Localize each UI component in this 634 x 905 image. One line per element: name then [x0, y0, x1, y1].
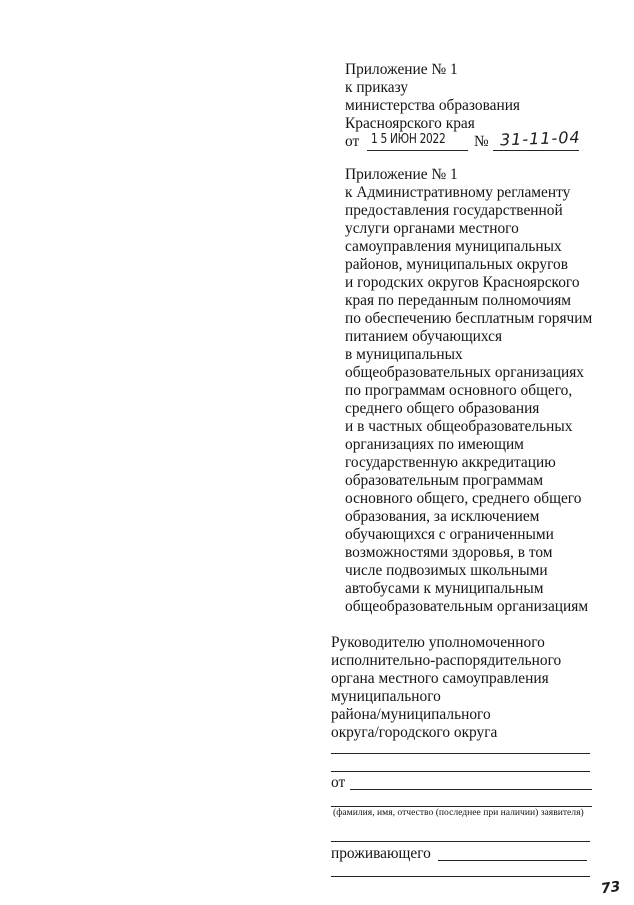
regulation-annex-line: государственную аккредитацию — [345, 454, 556, 471]
order-annex-title: Приложение № 1 — [345, 61, 458, 78]
order-number-underline — [493, 150, 579, 151]
addressee-line: органа местного самоуправления — [331, 670, 549, 687]
regulation-annex-line: общеобразовательным организациям — [345, 598, 589, 615]
addressee-blank-line — [331, 753, 590, 754]
addressee-blank-line — [331, 771, 590, 772]
regulation-annex-line: и городских округов Красноярского — [345, 274, 580, 291]
page-number-mark: 73 — [599, 878, 622, 898]
applicant-name-caption: (фамилия, имя, отчество (последнее при наличии) заявителя) — [333, 807, 584, 818]
regulation-annex-line: и в частных общеобразовательных — [345, 418, 573, 435]
applicant-name-field — [350, 789, 592, 790]
applicant-blank-line — [331, 841, 590, 842]
regulation-annex-line: услуги органами местного — [345, 220, 519, 237]
regulation-annex-line: основного общего, среднего общего — [345, 490, 582, 507]
applicant-address-field — [438, 860, 587, 861]
order-number-handwritten: 31-11-04 — [499, 127, 581, 150]
addressee-line: округа/городского округа — [331, 724, 498, 741]
addressee-block — [331, 634, 601, 742]
order-annex-line: к приказу — [345, 79, 409, 96]
order-number-prefix: № — [474, 133, 489, 150]
regulation-annex-block — [345, 166, 615, 616]
regulation-annex-line: самоуправления муниципальных — [345, 238, 562, 255]
order-date-stamp: 1 5 ИЮН 2022 — [371, 132, 446, 147]
order-annex-block — [345, 61, 520, 133]
regulation-annex-line: среднего общего образования — [345, 400, 540, 417]
regulation-annex-line: числе подвозимых школьными — [345, 562, 548, 579]
regulation-annex-line: по программам основного общего, — [345, 382, 573, 399]
applicant-address-field-2 — [331, 876, 590, 877]
regulation-annex-line: к Административному регламенту — [345, 184, 571, 201]
regulation-annex-line: общеобразовательных организациях — [345, 364, 584, 381]
addressee-line: Руководителю уполномоченного — [331, 634, 545, 651]
applicant-residing-label: проживающего — [331, 845, 431, 862]
addressee-line: района/муниципального — [331, 706, 491, 723]
order-date-underline — [367, 150, 468, 151]
regulation-annex-line: образовательным программам — [345, 472, 544, 489]
regulation-annex-line: края по переданным полномочиям — [345, 292, 572, 309]
addressee-line: исполнительно-распорядительного — [331, 652, 562, 669]
regulation-annex-title: Приложение № 1 — [345, 166, 458, 183]
order-annex-line: Красноярского края — [345, 115, 475, 132]
regulation-annex-line: обучающихся с ограниченными — [345, 526, 554, 543]
regulation-annex-line: образования, за исключением — [345, 508, 540, 525]
regulation-annex-line: предоставления государственной — [345, 202, 563, 219]
regulation-annex-line: автобусами к муниципальным — [345, 580, 544, 597]
order-date-prefix: от — [345, 133, 360, 150]
regulation-annex-line: районов, муниципальных округов — [345, 256, 569, 273]
regulation-annex-line: организациях по имеющим — [345, 436, 524, 453]
addressee-line: муниципального — [331, 688, 441, 705]
regulation-annex-line: возможностями здоровья, в том — [345, 544, 553, 561]
applicant-from-label: от — [331, 774, 346, 791]
regulation-annex-line: по обеспечению бесплатным горячим — [345, 310, 593, 327]
regulation-annex-line: в муниципальных — [345, 346, 463, 363]
order-annex-line: министерства образования — [345, 97, 521, 114]
regulation-annex-line: питанием обучающихся — [345, 328, 503, 345]
